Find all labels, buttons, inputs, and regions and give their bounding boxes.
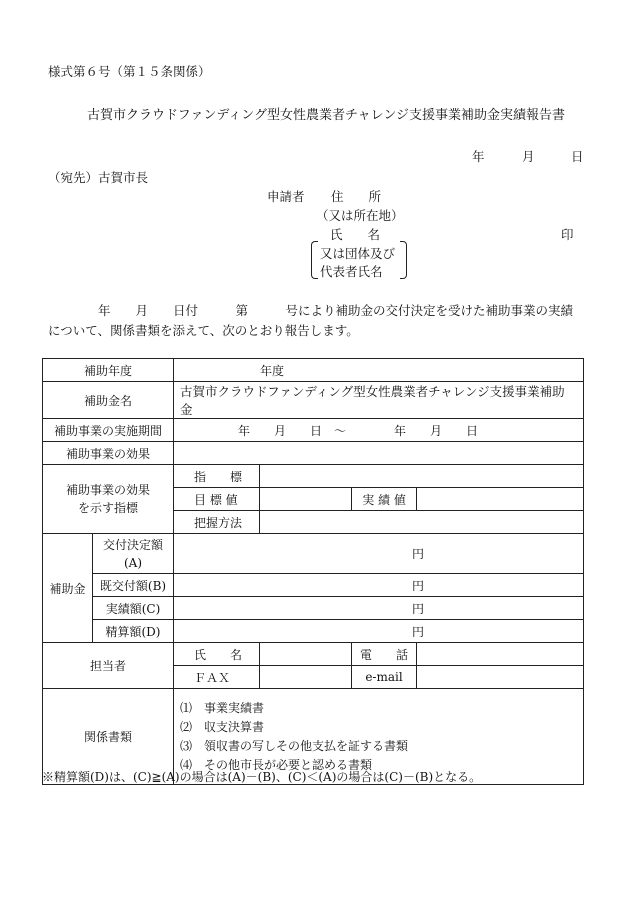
- actual-value-label: 実 績 値: [352, 488, 417, 511]
- settled-label: 精算額(D): [93, 620, 174, 643]
- contact-email-label: e-mail: [352, 666, 417, 689]
- applicant-address-note: （又は所在地）: [316, 208, 404, 223]
- applicant-name-label: 氏 名: [330, 227, 381, 242]
- period-label: 補助事業の実施期間: [43, 419, 174, 442]
- already-label: 既交付額(B): [93, 574, 174, 597]
- subsidy-label: 補助金: [43, 534, 93, 643]
- row-effect: [43, 442, 584, 465]
- docs-item-4: ⑷ その他市長が必要と認める書類: [180, 757, 373, 772]
- method-label: 把握方法: [174, 511, 260, 534]
- date-year: 年: [472, 149, 485, 164]
- bracket-text-2: 代表者氏名: [320, 264, 383, 279]
- actual-label: 実績額(C): [93, 597, 174, 620]
- indicator-label-line-1: 補助事業の効果: [66, 483, 151, 497]
- subsidy-name-label: 補助金名: [43, 382, 174, 419]
- subsidy-name-value: 古賀市クラウドファンディング型女性農業者チャレンジ支援事業補助金: [174, 382, 584, 419]
- row-settled: [43, 620, 584, 643]
- date-month: 月: [522, 149, 535, 164]
- contact-name-field: [260, 643, 352, 666]
- applicant-label: 申請者: [267, 189, 305, 204]
- contact-tel-label: 電 話: [352, 643, 417, 666]
- row-contact-1: [43, 643, 584, 666]
- indicator-label-line-2: を示す指標: [78, 501, 139, 515]
- row-period: [43, 419, 584, 442]
- method-value: [260, 511, 584, 534]
- contact-tel-field: [417, 643, 584, 666]
- decided-label-line-2: (A): [123, 555, 143, 570]
- row-actual: [43, 597, 584, 620]
- indicator-name-label: 指 標: [174, 465, 260, 488]
- already-amount: 円: [174, 574, 584, 597]
- left-bracket: [311, 241, 318, 279]
- row-fiscal-year: [43, 359, 584, 382]
- footnote: ※精算額(D)は、(C)≧(A)の場合は(A)－(B)、(C)＜(A)の場合は(C)－(B)となる。: [42, 770, 482, 784]
- actual-amount: 円: [174, 597, 584, 620]
- addressee: （宛先）古賀市長: [48, 170, 149, 185]
- contact-name-label: 氏 名: [174, 643, 260, 666]
- actual-value-field: [417, 488, 584, 511]
- contact-label: 担当者: [43, 643, 174, 689]
- contact-email-field: [417, 666, 584, 689]
- decided-amount: 円: [174, 534, 584, 574]
- indicator-name-value: [260, 465, 584, 488]
- fiscal-year-label: 補助年度: [43, 359, 174, 382]
- document-title: 古賀市クラウドファンディング型女性農業者チャレンジ支援事業補助金実績報告書: [87, 108, 566, 123]
- docs-item-3: ⑶ 領収書の写しその他支払を証する書類: [180, 738, 409, 753]
- bracket-text-1: 又は団体及び: [320, 246, 396, 261]
- report-statement: [48, 301, 588, 341]
- settled-amount: 円: [174, 620, 584, 643]
- report-statement-line-2: について、関係書類を添えて、次のとおり報告します。: [48, 323, 359, 338]
- row-already: [43, 574, 584, 597]
- period-value: 年 月 日 ～ 年 月 日: [174, 419, 584, 442]
- row-indicator: [43, 465, 584, 488]
- effect-value: [174, 442, 584, 465]
- row-subsidy-name: [43, 382, 584, 419]
- contact-fax-field: [260, 666, 352, 689]
- decided-label: [93, 534, 174, 574]
- docs-item-2: ⑵ 収支決算書: [180, 719, 265, 734]
- applicant-address-label: 住 所: [331, 189, 382, 204]
- report-table: [42, 358, 584, 785]
- contact-fax-label: ＦＡＸ: [174, 666, 260, 689]
- fiscal-year-value: 年度: [174, 359, 584, 382]
- docs-item-1: ⑴ 事業実績書: [180, 700, 265, 715]
- seal-mark: 印: [561, 227, 574, 242]
- decided-label-line-1: 交付決定額: [103, 537, 164, 552]
- date-day: 日: [571, 149, 584, 164]
- report-statement-line-1: 年 月 日付 第 号により補助金の交付決定を受けた補助事業の実績: [48, 303, 574, 318]
- row-decided: [43, 534, 584, 574]
- docs-label: 関係書類: [43, 689, 174, 785]
- form-number: 様式第６号（第１５条関係）: [48, 64, 211, 79]
- right-bracket: [400, 241, 407, 279]
- target-value-label: 目 標 値: [174, 488, 260, 511]
- target-value-field: [260, 488, 352, 511]
- effect-label: 補助事業の効果: [43, 442, 174, 465]
- indicator-label: [43, 465, 174, 534]
